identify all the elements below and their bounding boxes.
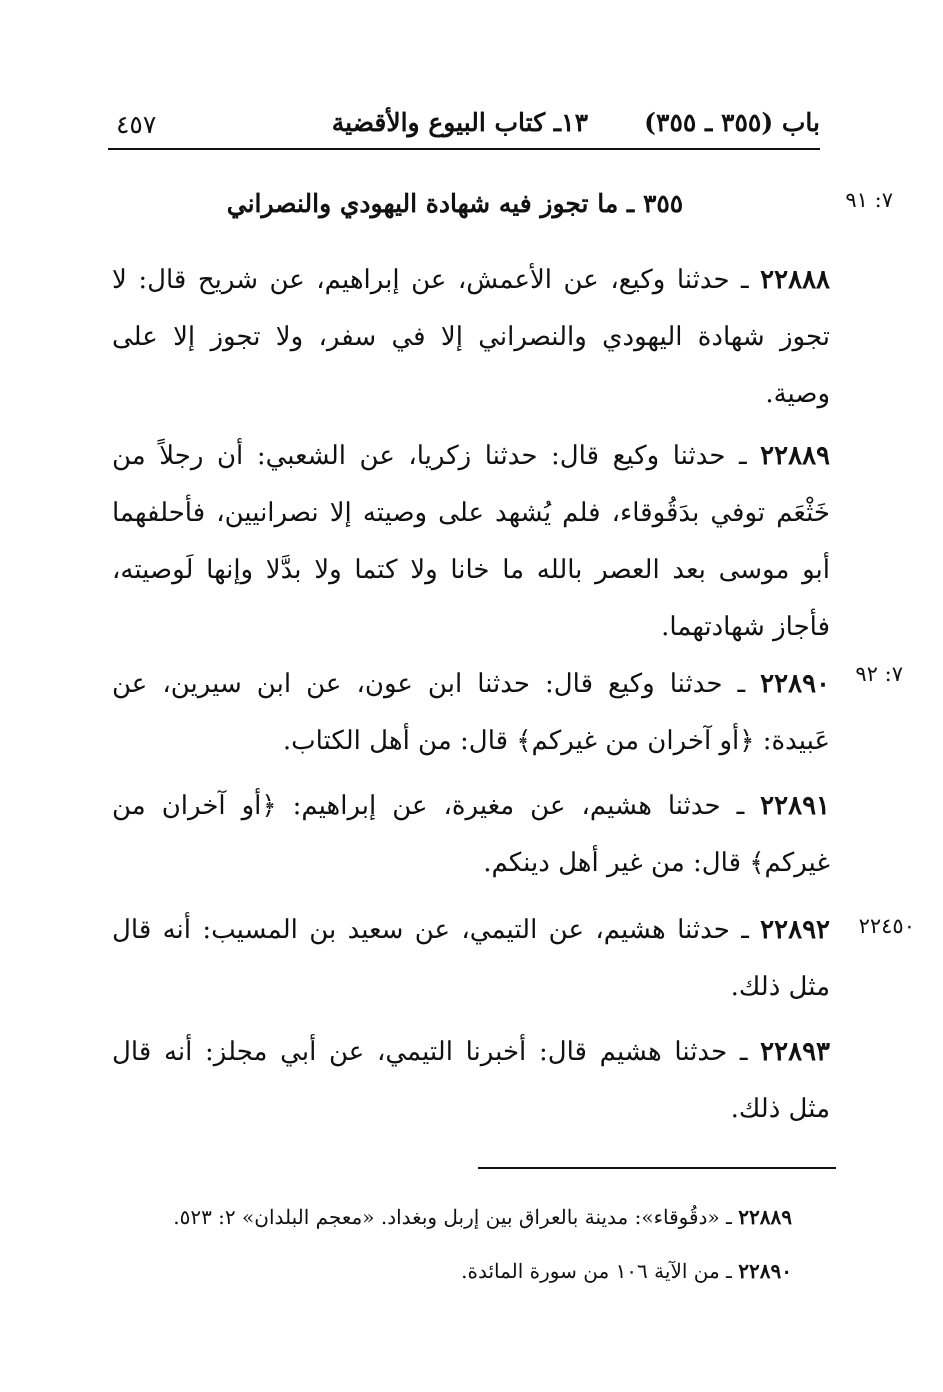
hadith-number: ٢٢٨٩٠	[760, 669, 830, 699]
hadith-number: ٢٢٨٨٨	[760, 265, 830, 295]
hadith-text: ـ حدثنا وكيع قال: حدثنا ابن عون، عن ابن سيرين، عن عَبيدة: ﴿أو آخران من غيركم﴾ قال: من أهل الكتاب.	[112, 669, 830, 756]
footnote-text: ـ من الآية ١٠٦ من سورة المائدة.	[461, 1259, 739, 1283]
hadith-text: ـ حدثنا هشيم، عن مغيرة، عن إبراهيم: ﴿أو آخران من غيركم﴾ قال: من غير أهل دينكم.	[112, 791, 830, 878]
footnote-number: ٢٢٨٩٠	[738, 1259, 792, 1283]
hadith-paragraph	[112, 252, 830, 423]
hadith-number: ٢٢٨٩١	[760, 791, 830, 821]
hadith-text: ـ حدثنا هشيم قال: أخبرنا التيمي، عن أبي مجلز: أنه قال مثل ذلك.	[112, 1037, 830, 1124]
margin-ref: ٧: ٩٢	[855, 662, 903, 686]
header-divider	[108, 148, 820, 150]
hadith-paragraph	[112, 1024, 830, 1138]
hadith-text: ـ حدثنا وكيع قال: حدثنا زكريا، عن الشعبي: أن رجلاً من خَثْعَم توفي بدَقُوقاء، فلم يُشهد على وصيته إلا نصرانيين، فأحلفهما أبو موسى بعد العصر بالله ما خانا ولا كتما ولا بدَّلا وإنها لَوصيته، فأجاز شهادتهما.	[112, 441, 830, 642]
footnote	[120, 1256, 792, 1286]
footnote	[120, 1202, 792, 1232]
hadith-paragraph	[112, 778, 830, 892]
footnote-divider	[478, 1167, 836, 1169]
hadith-paragraph	[112, 656, 830, 770]
hadith-number: ٢٢٨٨٩	[760, 441, 830, 471]
hadith-number: ٢٢٨٩٢	[760, 915, 830, 945]
hadith-text: ـ حدثنا هشيم، عن التيمي، عن سعيد بن المسيب: أنه قال مثل ذلك.	[112, 915, 830, 1002]
book-title: ١٣ـ كتاب البيوع والأقضية	[331, 108, 588, 137]
hadith-paragraph	[112, 428, 830, 656]
margin-ref: ٧: ٩١	[845, 188, 893, 212]
section-range: باب (٣٥٥ ـ ٣٥٥)	[644, 108, 820, 137]
hadith-paragraph	[112, 902, 830, 1016]
running-header	[108, 100, 820, 148]
margin-ref: ٢٢٤٥٠	[858, 914, 915, 938]
page-number: ٤٥٧	[116, 110, 157, 139]
hadith-text: ـ حدثنا وكيع، عن الأعمش، عن إبراهيم، عن شريح قال: لا تجوز شهادة اليهودي والنصراني إلا في سفر، ولا تجوز إلا على وصية.	[112, 265, 830, 409]
footnote-text: ـ «دقُوقاء»: مدينة بالعراق بين إربل وبغداد. «معجم البلدان» ٢: ٥٢٣.	[173, 1205, 739, 1229]
chapter-title: ٣٥٥ ـ ما تجوز فيه شهادة اليهودي والنصراني	[226, 189, 684, 218]
footnote-number: ٢٢٨٨٩	[738, 1205, 792, 1229]
hadith-number: ٢٢٨٩٣	[760, 1037, 830, 1067]
